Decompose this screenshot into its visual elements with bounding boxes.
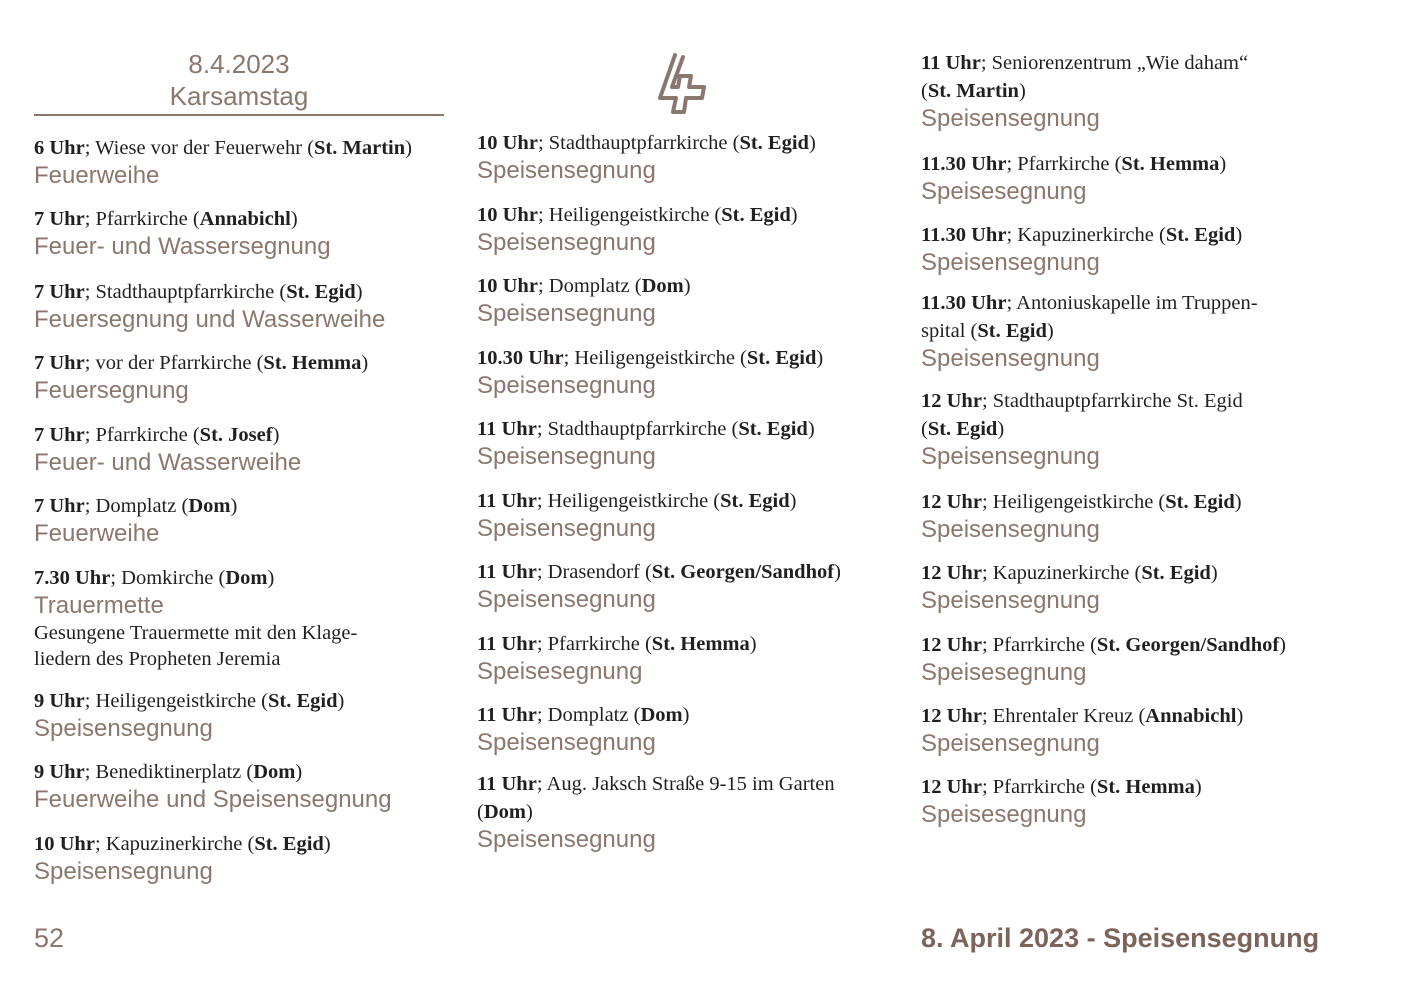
list-item: 12 Uhr; Heiligengeistkirche (St. Egid) Speisensegnung (921, 491, 1242, 543)
list-item: 12 Uhr; Ehrentaler Kreuz (Annabichl) Speisensegnung (921, 705, 1244, 757)
list-item: 6 Uhr; Wiese vor der Feuerwehr (St. Martin) Feuerweihe (34, 137, 412, 189)
list-item: 9 Uhr; Heiligengeistkirche (St. Egid) Speisensegnung (34, 690, 345, 742)
list-item: 10 Uhr; Kapuzinerkirche (St. Egid) Speisensegnung (34, 833, 331, 885)
list-item: 10 Uhr; Stadthauptpfarrkirche (St. Egid) Speisensegnung (477, 132, 816, 184)
list-item: 10 Uhr; Heiligengeistkirche (St. Egid) Speisensegnung (477, 204, 798, 256)
list-item: 12 Uhr; Pfarrkirche (St. Georgen/Sandhof) Speisesegnung (921, 634, 1286, 686)
list-item: 11.30 Uhr; Antoniuskapelle im Truppen- spital (St. Egid) Speisensegnung (921, 292, 1258, 372)
list-item: 10 Uhr; Domplatz (Dom) Speisensegnung (477, 275, 691, 327)
header-date: 8.4.2023 (188, 49, 290, 79)
list-item: 7.30 Uhr; Domkirche (Dom) Trauermette Gesungene Trauermette mit den Klage- liedern des Propheten Jeremia (34, 567, 358, 670)
list-item: 12 Uhr; Kapuzinerkirche (St. Egid) Speisensegnung (921, 562, 1218, 614)
header-day: Karsamstag (169, 81, 309, 111)
list-item: 12 Uhr; Pfarrkirche (St. Hemma) Speisesegnung (921, 776, 1202, 828)
list-item: 11 Uhr; Drasendorf (St. Georgen/Sandhof) Speisensegnung (477, 561, 841, 613)
list-item: 7 Uhr; Pfarrkirche (St. Josef) Feuer- und Wasserweihe (34, 424, 302, 476)
list-item: 11 Uhr; Heiligengeistkirche (St. Egid) Speisensegnung (477, 490, 797, 542)
list-item: 11 Uhr; Domplatz (Dom) Speisensegnung (477, 704, 690, 756)
list-item: 11 Uhr; Seniorenzentrum „Wie daham“ (St. Martin) Speisensegnung (921, 52, 1249, 132)
list-item: 7 Uhr; Pfarrkirche (Annabichl) Feuer- und Wassersegnung (34, 208, 331, 260)
header-divider (34, 114, 444, 116)
list-item: 9 Uhr; Benediktinerplatz (Dom) Feuerweihe und Speisensegnung (34, 761, 392, 813)
list-item: 7 Uhr; Domplatz (Dom) Feuerweihe (34, 495, 238, 547)
list-item: 7 Uhr; vor der Pfarrkirche (St. Hemma) Feuersegnung (34, 352, 369, 404)
list-item: 11 Uhr; Stadthauptpfarrkirche (St. Egid) Speisensegnung (477, 418, 815, 470)
cross-icon (652, 50, 708, 120)
list-item: 11.30 Uhr; Pfarrkirche (St. Hemma) Speisesegnung (921, 153, 1227, 205)
list-item: 11 Uhr; Pfarrkirche (St. Hemma) Speisesegnung (477, 633, 757, 685)
footer-title: 8. April 2023 - Speisensegnung (921, 923, 1320, 953)
page-number: 52 (34, 923, 65, 953)
list-item: 10.30 Uhr; Heiligengeistkirche (St. Egid) Speisensegnung (477, 347, 824, 399)
list-item: 11.30 Uhr; Kapuzinerkirche (St. Egid) Speisensegnung (921, 224, 1243, 276)
list-item: 12 Uhr; Stadthauptpfarrkirche St. Egid (St. Egid) Speisensegnung (921, 390, 1243, 470)
list-item: 11 Uhr; Aug. Jaksch Straße 9-15 im Garten (Dom) Speisensegnung (477, 773, 835, 853)
section-header (34, 48, 444, 112)
list-item: 7 Uhr; Stadthauptpfarrkirche (St. Egid) Feuersegnung und Wasserweihe (34, 281, 386, 333)
